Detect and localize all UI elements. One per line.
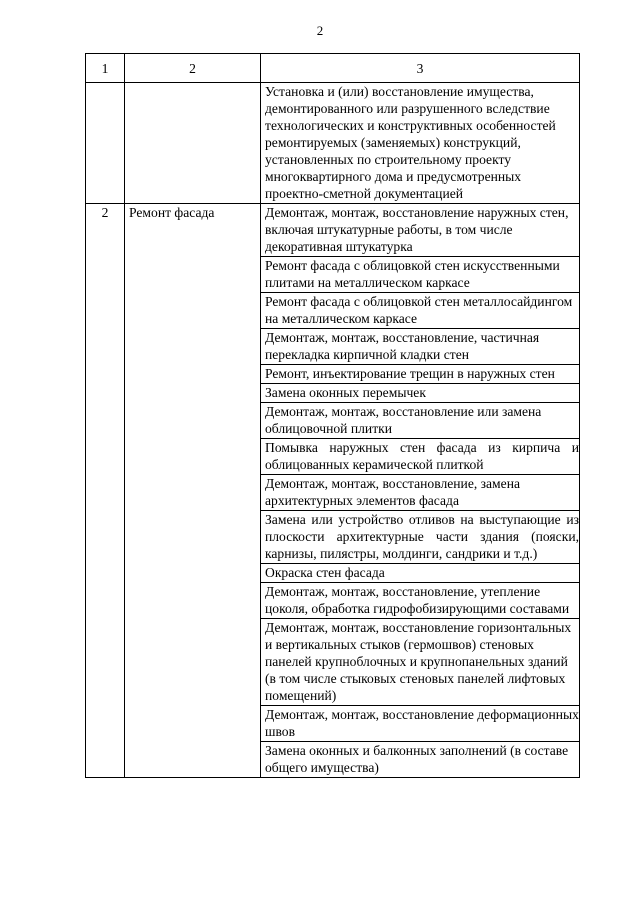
work-item-cell: Демонтаж, монтаж, восстановление деформационных швов <box>261 706 580 742</box>
work-item-cell: Демонтаж, монтаж, восстановление, частичная перекладка кирпичной кладки стен <box>261 329 580 365</box>
work-item-cell: Демонтаж, монтаж, восстановление наружных стен, включая штукатурные работы, в том числе декоративная штукатурка <box>261 204 580 257</box>
header-col-1: 1 <box>86 54 125 83</box>
continuation-row <box>86 83 580 204</box>
work-item-cell: Демонтаж, монтаж, восстановление или замена облицовочной плитки <box>261 403 580 439</box>
continuation-work-cell: Установка и (или) восстановление имущества, демонтированного или разрушенного вследствие технологических и конструктивных особенностей ремонтируемых (заменяемых) конструкций, установленных по строительному проекту многоквартирного дома и предусмотренных проектно-сметной документацией <box>261 83 580 204</box>
work-item-cell: Ремонт фасада с облицовкой стен металлосайдингом на металлическом каркасе <box>261 293 580 329</box>
table-row <box>86 204 580 257</box>
work-item-cell: Демонтаж, монтаж, восстановление, утепление цоколя, обработка гидрофобизирующими составами <box>261 583 580 619</box>
header-col-3: 3 <box>261 54 580 83</box>
work-item-cell: Окраска стен фасада <box>261 564 580 583</box>
work-item-cell: Замена или устройство отливов на выступающие из плоскости архитектурные части здания (пояски, карнизы, пилястры, молдинги, сандрики и т.д.) <box>261 511 580 564</box>
header-col-2: 2 <box>125 54 261 83</box>
work-item-cell: Замена оконных перемычек <box>261 384 580 403</box>
work-item-cell: Ремонт, инъектирование трещин в наружных стен <box>261 365 580 384</box>
page-number: 2 <box>316 23 324 38</box>
work-item-cell: Замена оконных и балконных заполнений (в составе общего имущества) <box>261 742 580 778</box>
work-item-cell: Ремонт фасада с облицовкой стен искусственными плитами на металлическом каркасе <box>261 257 580 293</box>
empty-name-cell <box>125 83 261 204</box>
empty-number-cell <box>86 83 125 204</box>
work-item-cell: Демонтаж, монтаж, восстановление, замена архитектурных элементов фасада <box>261 475 580 511</box>
work-item-cell: Помывка наружных стен фасада из кирпича и облицованных керамической плиткой <box>261 439 580 475</box>
table-header-row <box>86 54 580 83</box>
section-name-cell: Ремонт фасада <box>125 204 261 778</box>
work-item-cell: Демонтаж, монтаж, восстановление горизонтальных и вертикальных стыков (гермошвов) стеновых панелей крупноблочных и крупнопанельных зданий (в том числе стыковых стеновых панелей лифтовых помещений) <box>261 619 580 706</box>
section-number-cell: 2 <box>86 204 125 778</box>
works-table <box>85 53 580 778</box>
